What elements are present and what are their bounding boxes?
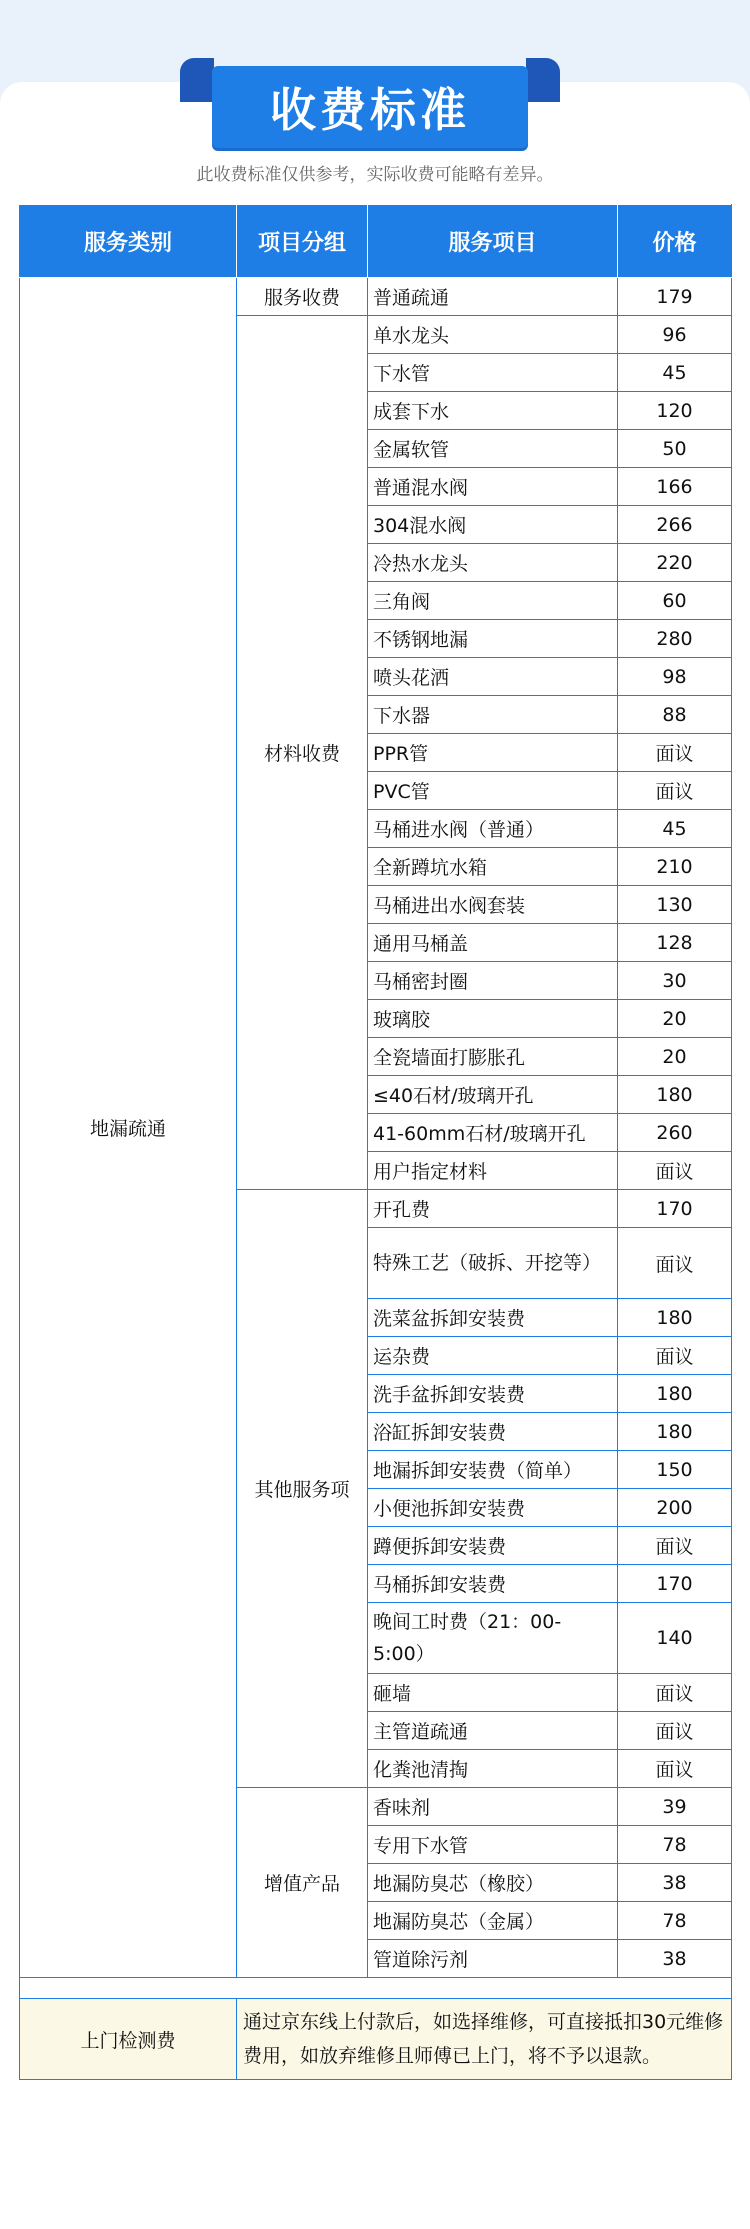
price-cell: 45 (618, 810, 732, 848)
item-cell: 马桶进出水阀套装 (368, 886, 618, 924)
item-cell: 普通疏通 (368, 278, 618, 316)
item-cell: 洗手盆拆卸安装费 (368, 1375, 618, 1413)
price-cell: 面议 (618, 734, 732, 772)
ribbon-banner (212, 66, 528, 148)
item-cell: 通用马桶盖 (368, 924, 618, 962)
price-cell: 面议 (618, 772, 732, 810)
price-cell: 38 (618, 1940, 732, 1978)
price-cell: 面议 (618, 1712, 732, 1750)
category-cell: 地漏疏通 (20, 278, 237, 1978)
price-cell: 面议 (618, 1674, 732, 1712)
item-cell: 304混水阀 (368, 506, 618, 544)
price-cell: 170 (618, 1190, 732, 1228)
price-cell: 面议 (618, 1527, 732, 1565)
item-cell: 冷热水龙头 (368, 544, 618, 582)
item-cell: 马桶密封圈 (368, 962, 618, 1000)
price-cell: 260 (618, 1114, 732, 1152)
item-cell: 下水器 (368, 696, 618, 734)
item-cell: 管道除污剂 (368, 1940, 618, 1978)
price-cell: 78 (618, 1902, 732, 1940)
item-cell: 全瓷墙面打膨胀孔 (368, 1038, 618, 1076)
item-cell: 主管道疏通 (368, 1712, 618, 1750)
item-cell: 浴缸拆卸安装费 (368, 1413, 618, 1451)
group-cell-material: 材料收费 (237, 316, 368, 1190)
item-cell: 洗菜盆拆卸安装费 (368, 1299, 618, 1337)
price-cell: 面议 (618, 1228, 732, 1299)
item-cell: 金属软管 (368, 430, 618, 468)
price-cell: 180 (618, 1076, 732, 1114)
item-cell: 用户指定材料 (368, 1152, 618, 1190)
price-cell: 266 (618, 506, 732, 544)
ribbon-fold-left (180, 58, 214, 102)
title-ribbon (180, 58, 560, 150)
price-cell: 60 (618, 582, 732, 620)
price-cell: 130 (618, 886, 732, 924)
item-cell: 小便池拆卸安装费 (368, 1489, 618, 1527)
price-cell: 98 (618, 658, 732, 696)
item-cell: 41-60mm石材/玻璃开孔 (368, 1114, 618, 1152)
group-cell-other: 其他服务项 (237, 1190, 368, 1788)
detection-fee-label: 上门检测费 (20, 1999, 237, 2080)
page-subtitle: 此收费标准仅供参考，实际收费可能略有差异。 (196, 165, 554, 185)
item-cell: 普通混水阀 (368, 468, 618, 506)
item-cell: 全新蹲坑水箱 (368, 848, 618, 886)
item-cell: 蹲便拆卸安装费 (368, 1527, 618, 1565)
item-cell: 地漏防臭芯（金属） (368, 1902, 618, 1940)
item-cell: 单水龙头 (368, 316, 618, 354)
price-cell: 128 (618, 924, 732, 962)
table-header-row (20, 205, 732, 278)
item-cell: 喷头花洒 (368, 658, 618, 696)
price-cell: 280 (618, 620, 732, 658)
price-table (19, 204, 732, 2080)
price-cell: 180 (618, 1375, 732, 1413)
item-cell: 马桶拆卸安装费 (368, 1565, 618, 1603)
price-cell: 180 (618, 1413, 732, 1451)
ribbon-fold-right (526, 58, 560, 102)
page-title: 收费标准 (270, 83, 470, 137)
price-cell: 面议 (618, 1337, 732, 1375)
item-cell: 下水管 (368, 354, 618, 392)
price-cell: 140 (618, 1603, 732, 1674)
spacer-row (20, 1978, 732, 1999)
header-category: 服务类别 (20, 205, 237, 278)
price-cell: 50 (618, 430, 732, 468)
item-cell: 香味剂 (368, 1788, 618, 1826)
price-cell: 20 (618, 1038, 732, 1076)
item-cell: 玻璃胶 (368, 1000, 618, 1038)
price-cell: 120 (618, 392, 732, 430)
header-group: 项目分组 (237, 205, 368, 278)
group-cell-service: 服务收费 (237, 278, 368, 316)
price-cell: 面议 (618, 1152, 732, 1190)
item-cell: 砸墙 (368, 1674, 618, 1712)
item-cell: 特殊工艺（破拆、开挖等） (368, 1228, 618, 1299)
price-cell: 88 (618, 696, 732, 734)
item-cell: 成套下水 (368, 392, 618, 430)
price-cell: 96 (618, 316, 732, 354)
price-cell: 20 (618, 1000, 732, 1038)
item-cell: PPR管 (368, 734, 618, 772)
price-cell: 78 (618, 1826, 732, 1864)
price-cell: 面议 (618, 1750, 732, 1788)
price-cell: 180 (618, 1299, 732, 1337)
price-cell: 150 (618, 1451, 732, 1489)
price-cell: 210 (618, 848, 732, 886)
item-cell: 运杂费 (368, 1337, 618, 1375)
item-cell: 开孔费 (368, 1190, 618, 1228)
price-cell: 30 (618, 962, 732, 1000)
table-row (20, 278, 732, 316)
item-cell: PVC管 (368, 772, 618, 810)
price-cell: 45 (618, 354, 732, 392)
price-cell: 166 (618, 468, 732, 506)
price-cell: 179 (618, 278, 732, 316)
price-cell: 200 (618, 1489, 732, 1527)
spacer-cell (20, 1978, 732, 1999)
detection-fee-row (20, 1999, 732, 2080)
price-cell: 220 (618, 544, 732, 582)
item-cell: 马桶进水阀（普通） (368, 810, 618, 848)
item-cell: 不锈钢地漏 (368, 620, 618, 658)
item-cell: 三角阀 (368, 582, 618, 620)
item-cell: 晚间工时费（21：00-5:00） (368, 1603, 618, 1674)
group-cell-value-added: 增值产品 (237, 1788, 368, 1978)
item-cell: 地漏防臭芯（橡胶） (368, 1864, 618, 1902)
item-cell: 专用下水管 (368, 1826, 618, 1864)
item-cell: ≤40石材/玻璃开孔 (368, 1076, 618, 1114)
header-item: 服务项目 (368, 205, 618, 278)
item-cell: 地漏拆卸安装费（简单） (368, 1451, 618, 1489)
price-cell: 39 (618, 1788, 732, 1826)
item-cell: 化粪池清掏 (368, 1750, 618, 1788)
price-cell: 170 (618, 1565, 732, 1603)
detection-fee-note: 通过京东线上付款后，如选择维修，可直接抵扣30元维修费用，如放弃维修且师傅已上门，将不予以退款。 (237, 1999, 732, 2080)
price-cell: 38 (618, 1864, 732, 1902)
header-price: 价格 (618, 205, 732, 278)
